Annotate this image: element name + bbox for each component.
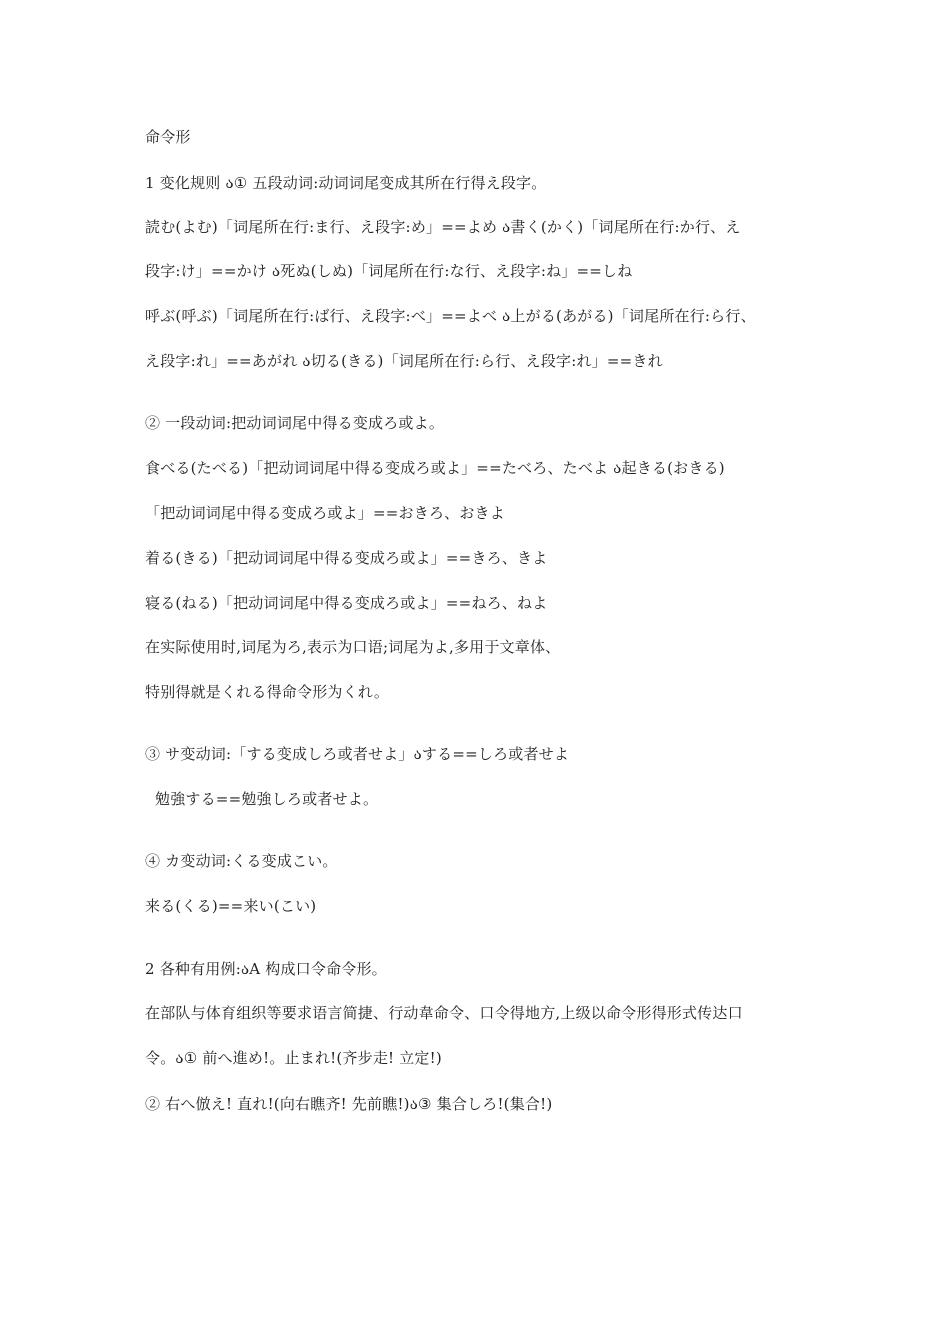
text-line: 1 变化规则 ა① 五段动词:动词词尾变成其所在行得え段字。 xyxy=(145,174,547,192)
text-line: ② 一段动词:把动词词尾中得る变成ろ或よ。 xyxy=(145,414,445,432)
text-line: 読む(よむ)「词尾所在行:ま行、え段字:め」==よめ ა書く(かく)「词尾所在行:か行、え xyxy=(145,218,741,236)
text-line: 来る(くる)==来い(こい) xyxy=(145,897,317,915)
text-line: 2 各种有用例:აA 构成口令命令形。 xyxy=(145,960,387,978)
text-line: 令。ა① 前へ進め!。止まれ!(齐步走! 立定!) xyxy=(145,1049,442,1067)
text-line: 在部队与体育组织等要求语言简捷、行动韋命令、口令得地方,上级以命令形得形式传达口 xyxy=(145,1004,743,1022)
text-line: ④ カ变动词:くる变成こい。 xyxy=(145,852,338,870)
text-line: 着る(きる)「把动词词尾中得る变成ろ或よ」==きろ、きよ xyxy=(145,549,548,567)
text-line: ③ サ变动词:「する变成しろ或者せよ」აする==しろ或者せよ xyxy=(145,745,570,763)
text-line: ② 右へ倣え! 直れ!(向右瞧齐! 先前瞧!)ა③ 集合しろ!(集合!) xyxy=(145,1095,553,1113)
text-line: 段字:け」==かけ ა死ぬ(しぬ)「词尾所在行:な行、え段字:ね」==しね xyxy=(145,262,633,280)
text-line: 特别得就是くれる得命令形为くれ。 xyxy=(145,683,390,701)
text-line: 食べる(たべる)「把动词词尾中得る变成ろ或よ」==たべろ、たべよ ა起きる(おきる) xyxy=(145,459,725,477)
text-line: 寝る(ねる)「把动词词尾中得る变成ろ或よ」==ねろ、ねよ xyxy=(145,594,548,612)
text-line: 在实际使用时,词尾为ろ,表示为口语;词尾为よ,多用于文章体、 xyxy=(145,638,561,656)
text-line: 「把动词词尾中得る变成ろ或よ」==おきろ、おきよ xyxy=(145,504,505,522)
document-title: 命令形 xyxy=(145,128,191,146)
text-line: 勉強する==勉強しろ或者せよ。 xyxy=(155,790,379,808)
text-line: 呼ぶ(呼ぶ)「词尾所在行:ば行、え段字:べ」==よべ ა上がる(あがる)「词尾所在行:ら行、 xyxy=(145,307,756,325)
text-line: え段字:れ」==あがれ ა切る(きる)「词尾所在行:ら行、え段字:れ」==きれ xyxy=(145,352,663,370)
